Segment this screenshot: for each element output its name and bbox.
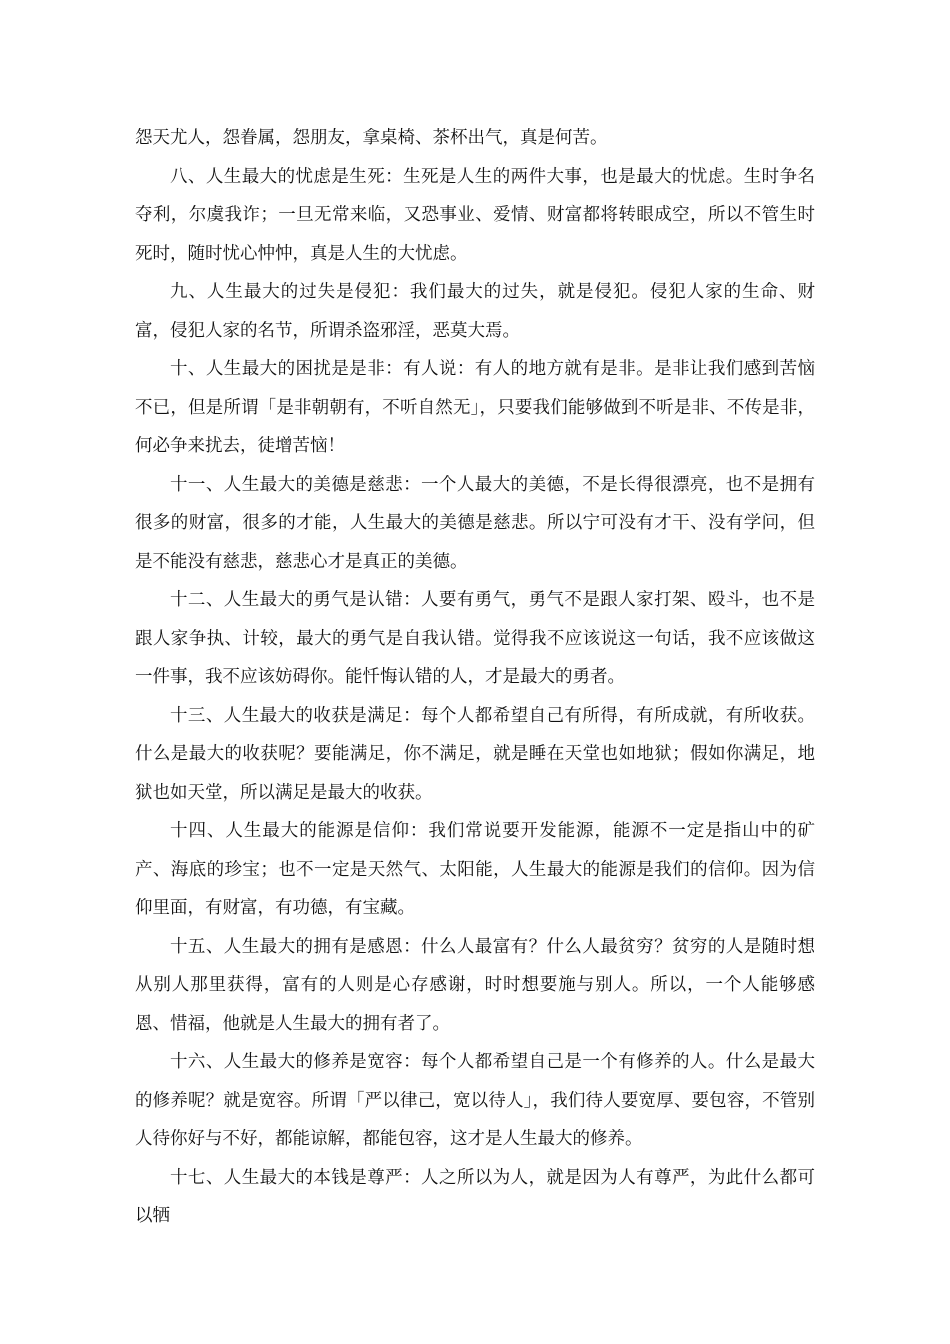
document-body <box>135 119 815 1236</box>
paragraph-item-11: 十一、人生最大的美德是慈悲：一个人最大的美德，不是长得很漂亮，也不是拥有很多的财富，很多的才能，人生最大的美德是慈悲。所以宁可没有才干、没有学问，但是不能没有慈悲，慈悲心才是真正的美德。 <box>135 474 815 572</box>
paragraph-item-9: 九、人生最大的过失是侵犯：我们最大的过失，就是侵犯。侵犯人家的生命、财富，侵犯人家的名节，所谓杀盗邪淫，恶莫大焉。 <box>135 282 815 341</box>
paragraph-continuation: 怨天尤人，怨眷属，怨朋友，拿桌椅、茶杯出气，真是何苦。 <box>135 128 608 148</box>
paragraph-item-16: 十六、人生最大的修养是宽容：每个人都希望自己是一个有修养的人。什么是最大的修养呢？就是宽容。所谓「严以律己，宽以待人」，我们待人要宽厚、要包容，不管别人待你好与不好，都能谅解，都能包容，这才是人生最大的修养。 <box>135 1052 815 1149</box>
paragraph-item-12: 十二、人生最大的勇气是认错：人要有勇气，勇气不是跟人家打架、殴斗，也不是跟人家争执、计较，最大的勇气是自我认错。觉得我不应该说这一句话，我不应该做这一件事，我不应该妨碍你。能忏悔认错的人，才是最大的勇者。 <box>135 590 815 687</box>
paragraph-item-17: 十七、人生最大的本钱是尊严：人之所以为人，就是因为人有尊严，为此什么都可以牺 <box>135 1167 815 1226</box>
paragraph-item-14: 十四、人生最大的能源是信仰：我们常说要开发能源，能源不一定是指山中的矿产、海底的珍宝；也不一定是天然气、太阳能，人生最大的能源是我们的信仰。因为信仰里面，有财富，有功德，有宝藏。 <box>135 821 815 918</box>
paragraph-item-13: 十三、人生最大的收获是满足：每个人都希望自己有所得，有所成就，有所收获。什么是最大的收获呢？要能满足，你不满足，就是睡在天堂也如地狱；假如你满足，地狱也如天堂，所以满足是最大的收获。 <box>135 705 815 803</box>
paragraph-item-10: 十、人生最大的困扰是是非：有人说：有人的地方就有是非。是非让我们感到苦恼不已，但是所谓「是非朝朝有，不听自然无」，只要我们能够做到不听是非、不传是非，何必争来扰去，徒增苦恼！ <box>135 359 815 456</box>
paragraph-item-15: 十五、人生最大的拥有是感恩：什么人最富有？什么人最贫穷？贫穷的人是随时想从别人那里获得，富有的人则是心存感谢，时时想要施与别人。所以，一个人能够感恩、惜福，他就是人生最大的拥有者了。 <box>135 936 815 1034</box>
paragraph-item-8: 八、人生最大的忧虑是生死：生死是人生的两件大事，也是最大的忧虑。生时争名夺利，尔虞我诈；一旦无常来临，又恐事业、爱情、财富都将转眼成空，所以不管生时死时，随时忧心忡忡，真是人生的大忧虑。 <box>135 166 815 264</box>
